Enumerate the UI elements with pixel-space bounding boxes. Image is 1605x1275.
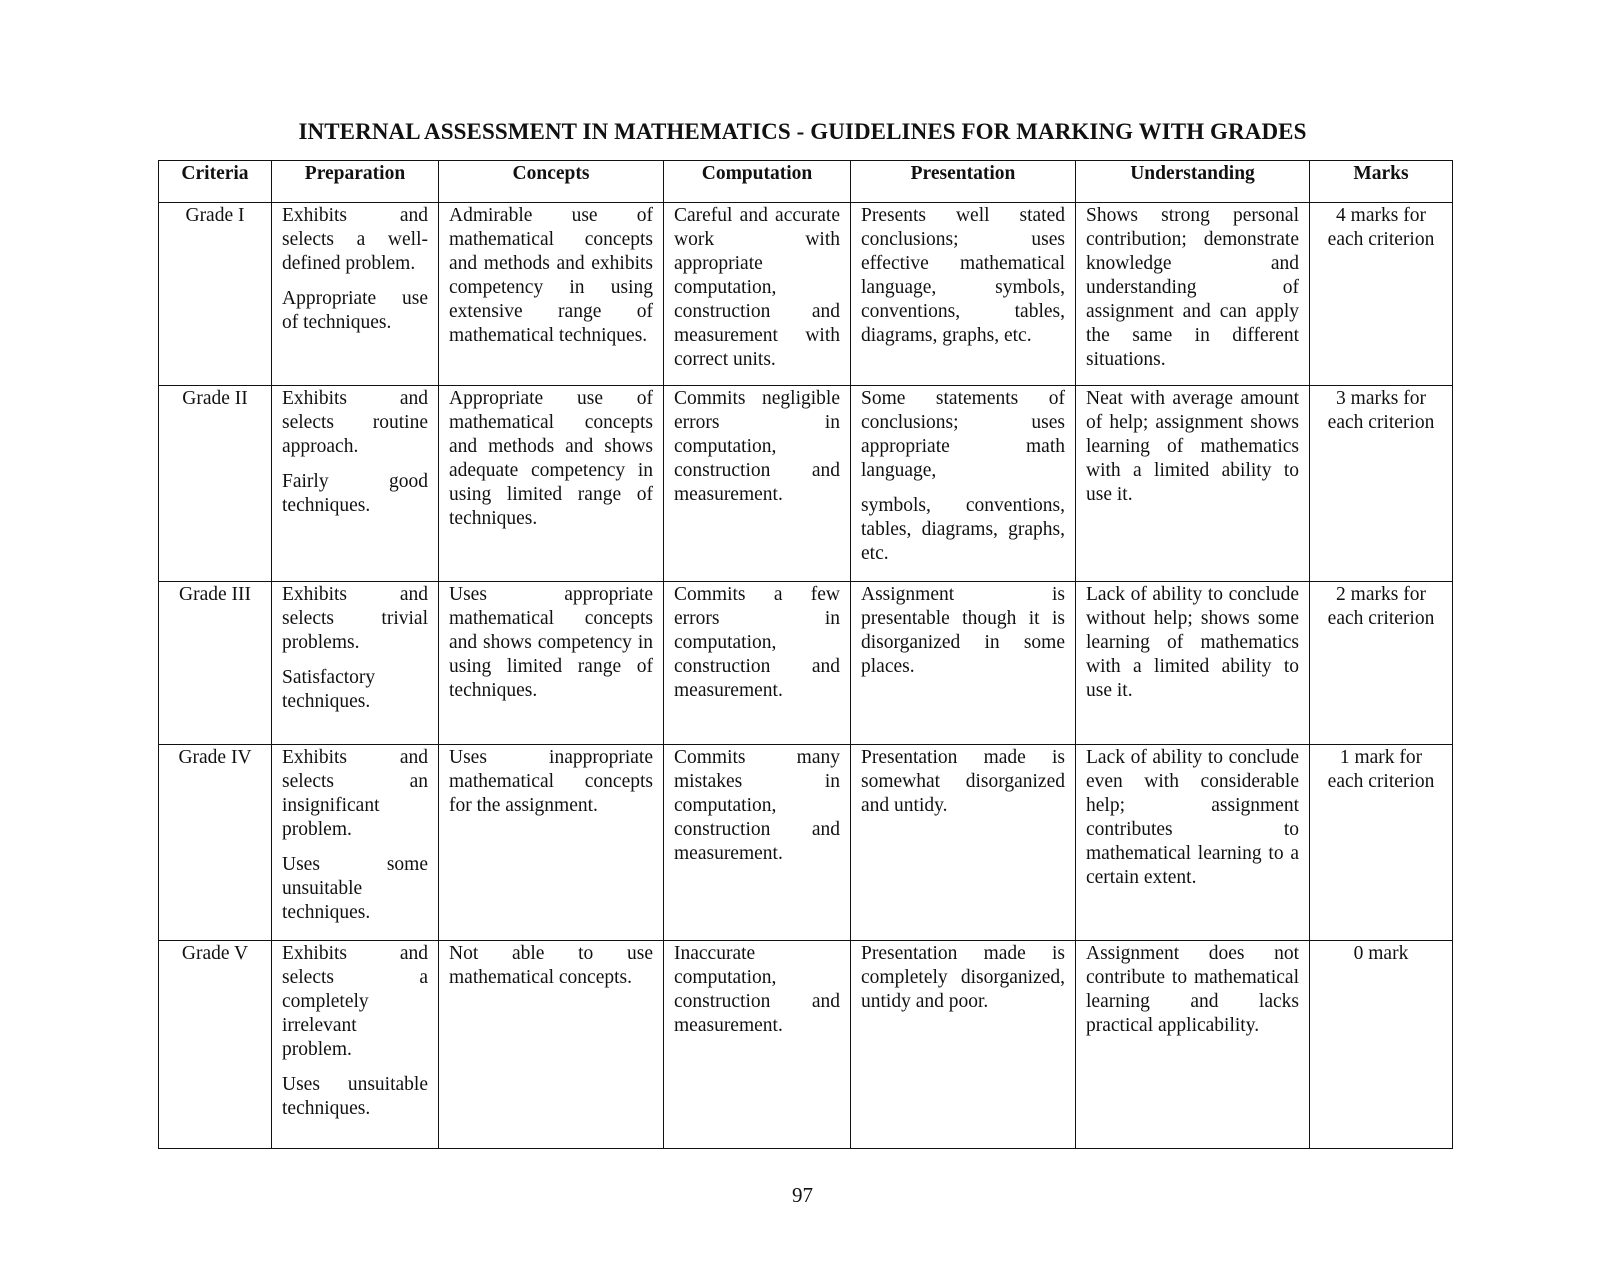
computation-cell: Commits a few errors in computation, construction and measurement. [664,582,851,745]
grade-cell: Grade II [159,386,272,582]
table-row [159,386,1453,582]
presentation-cell [851,941,1076,1149]
preparation-cell [272,203,439,386]
header-concepts: Concepts [439,161,664,203]
concepts-cell: Appropriate use of mathematical concepts and methods and shows adequate competency in using limited range of techniques. [439,386,664,582]
marks-cell: 3 marks for each criterion [1310,386,1453,582]
page-title: INTERNAL ASSESSMENT IN MATHEMATICS - GUIDELINES FOR MARKING WITH GRADES [298,119,1307,144]
presentation-cell [851,386,1076,582]
preparation-text: Fairly good techniques. [282,471,428,516]
grade-cell: Grade III [159,582,272,745]
grade-cell: Grade I [159,203,272,386]
preparation-text: Exhibits and selects routine approach. [282,388,428,457]
preparation-text: Exhibits and selects trivial problems. [282,584,428,653]
computation-cell: Inaccurate computation, construction and measurement. [664,941,851,1149]
preparation-text: Uses unsuitable techniques. [282,1074,428,1119]
grade-cell: Grade IV [159,745,272,941]
preparation-cell [272,582,439,745]
table-row [159,203,1453,386]
presentation-cell [851,203,1076,386]
preparation-text: Exhibits and selects a well-defined problem. [282,205,428,274]
presentation-cell [851,582,1076,745]
understanding-cell: Lack of ability to conclude even with considerable help; assignment contributes to mathematical learning to a certain extent. [1076,745,1310,941]
understanding-cell: Shows strong personal contribution; demonstrate knowledge and understanding of assignment and can apply the same in different situations. [1076,203,1310,386]
marks-cell: 0 mark [1310,941,1453,1149]
computation-cell: Commits many mistakes in computation, construction and measurement. [664,745,851,941]
header-criteria: Criteria [159,161,272,203]
header-computation: Computation [664,161,851,203]
presentation-cell [851,745,1076,941]
table-row [159,745,1453,941]
preparation-text: Appropriate use of techniques. [282,288,428,333]
header-marks: Marks [1310,161,1453,203]
marks-cell: 1 mark for each criterion [1310,745,1453,941]
header-understanding: Understanding [1076,161,1310,203]
concepts-cell: Not able to use mathematical concepts. [439,941,664,1149]
computation-cell: Commits negligible errors in computation, construction and measurement. [664,386,851,582]
presentation-text: Some statements of conclusions; uses appropriate math language, [861,388,1065,481]
concepts-cell: Uses inappropriate mathematical concepts for the assignment. [439,745,664,941]
understanding-cell: Lack of ability to conclude without help; shows some learning of mathematics with a limited ability to use it. [1076,582,1310,745]
table-row [159,582,1453,745]
presentation-text: symbols, conventions, tables, diagrams, graphs, etc. [861,495,1065,564]
preparation-text: Exhibits and selects an insignificant problem. [282,747,428,840]
understanding-cell: Assignment does not contribute to mathematical learning and lacks practical applicability. [1076,941,1310,1149]
marks-cell: 4 marks for each criterion [1310,203,1453,386]
header-presentation: Presentation [851,161,1076,203]
preparation-cell [272,745,439,941]
preparation-text: Uses some unsuitable techniques. [282,854,428,923]
concepts-cell: Uses appropriate mathematical concepts and shows competency in using limited range of techniques. [439,582,664,745]
preparation-cell [272,941,439,1149]
grading-table [158,160,1453,1149]
presentation-text: Presentation made is completely disorganized, untidy and poor. [861,943,1065,1012]
grade-cell: Grade V [159,941,272,1149]
presentation-text: Presents well stated conclusions; uses effective mathematical language, symbols, conventions, tables, diagrams, graphs, etc. [861,205,1065,346]
concepts-cell: Admirable use of mathematical concepts and methods and exhibits competency in using extensive range of mathematical techniques. [439,203,664,386]
preparation-text: Satisfactory techniques. [282,667,376,712]
presentation-text: Presentation made is somewhat disorganized and untidy. [861,747,1065,816]
page-number: 97 [792,1183,813,1207]
computation-cell: Careful and accurate work with appropriate computation, construction and measurement with correct units. [664,203,851,386]
table-header-row [159,161,1453,203]
preparation-cell [272,386,439,582]
preparation-text: Exhibits and selects a completely irrelevant problem. [282,943,428,1060]
marks-cell: 2 marks for each criterion [1310,582,1453,745]
presentation-text: Assignment is presentable though it is disorganized in some places. [861,584,1065,677]
table-row [159,941,1453,1149]
understanding-cell: Neat with average amount of help; assignment shows learning of mathematics with a limited ability to use it. [1076,386,1310,582]
header-preparation: Preparation [272,161,439,203]
